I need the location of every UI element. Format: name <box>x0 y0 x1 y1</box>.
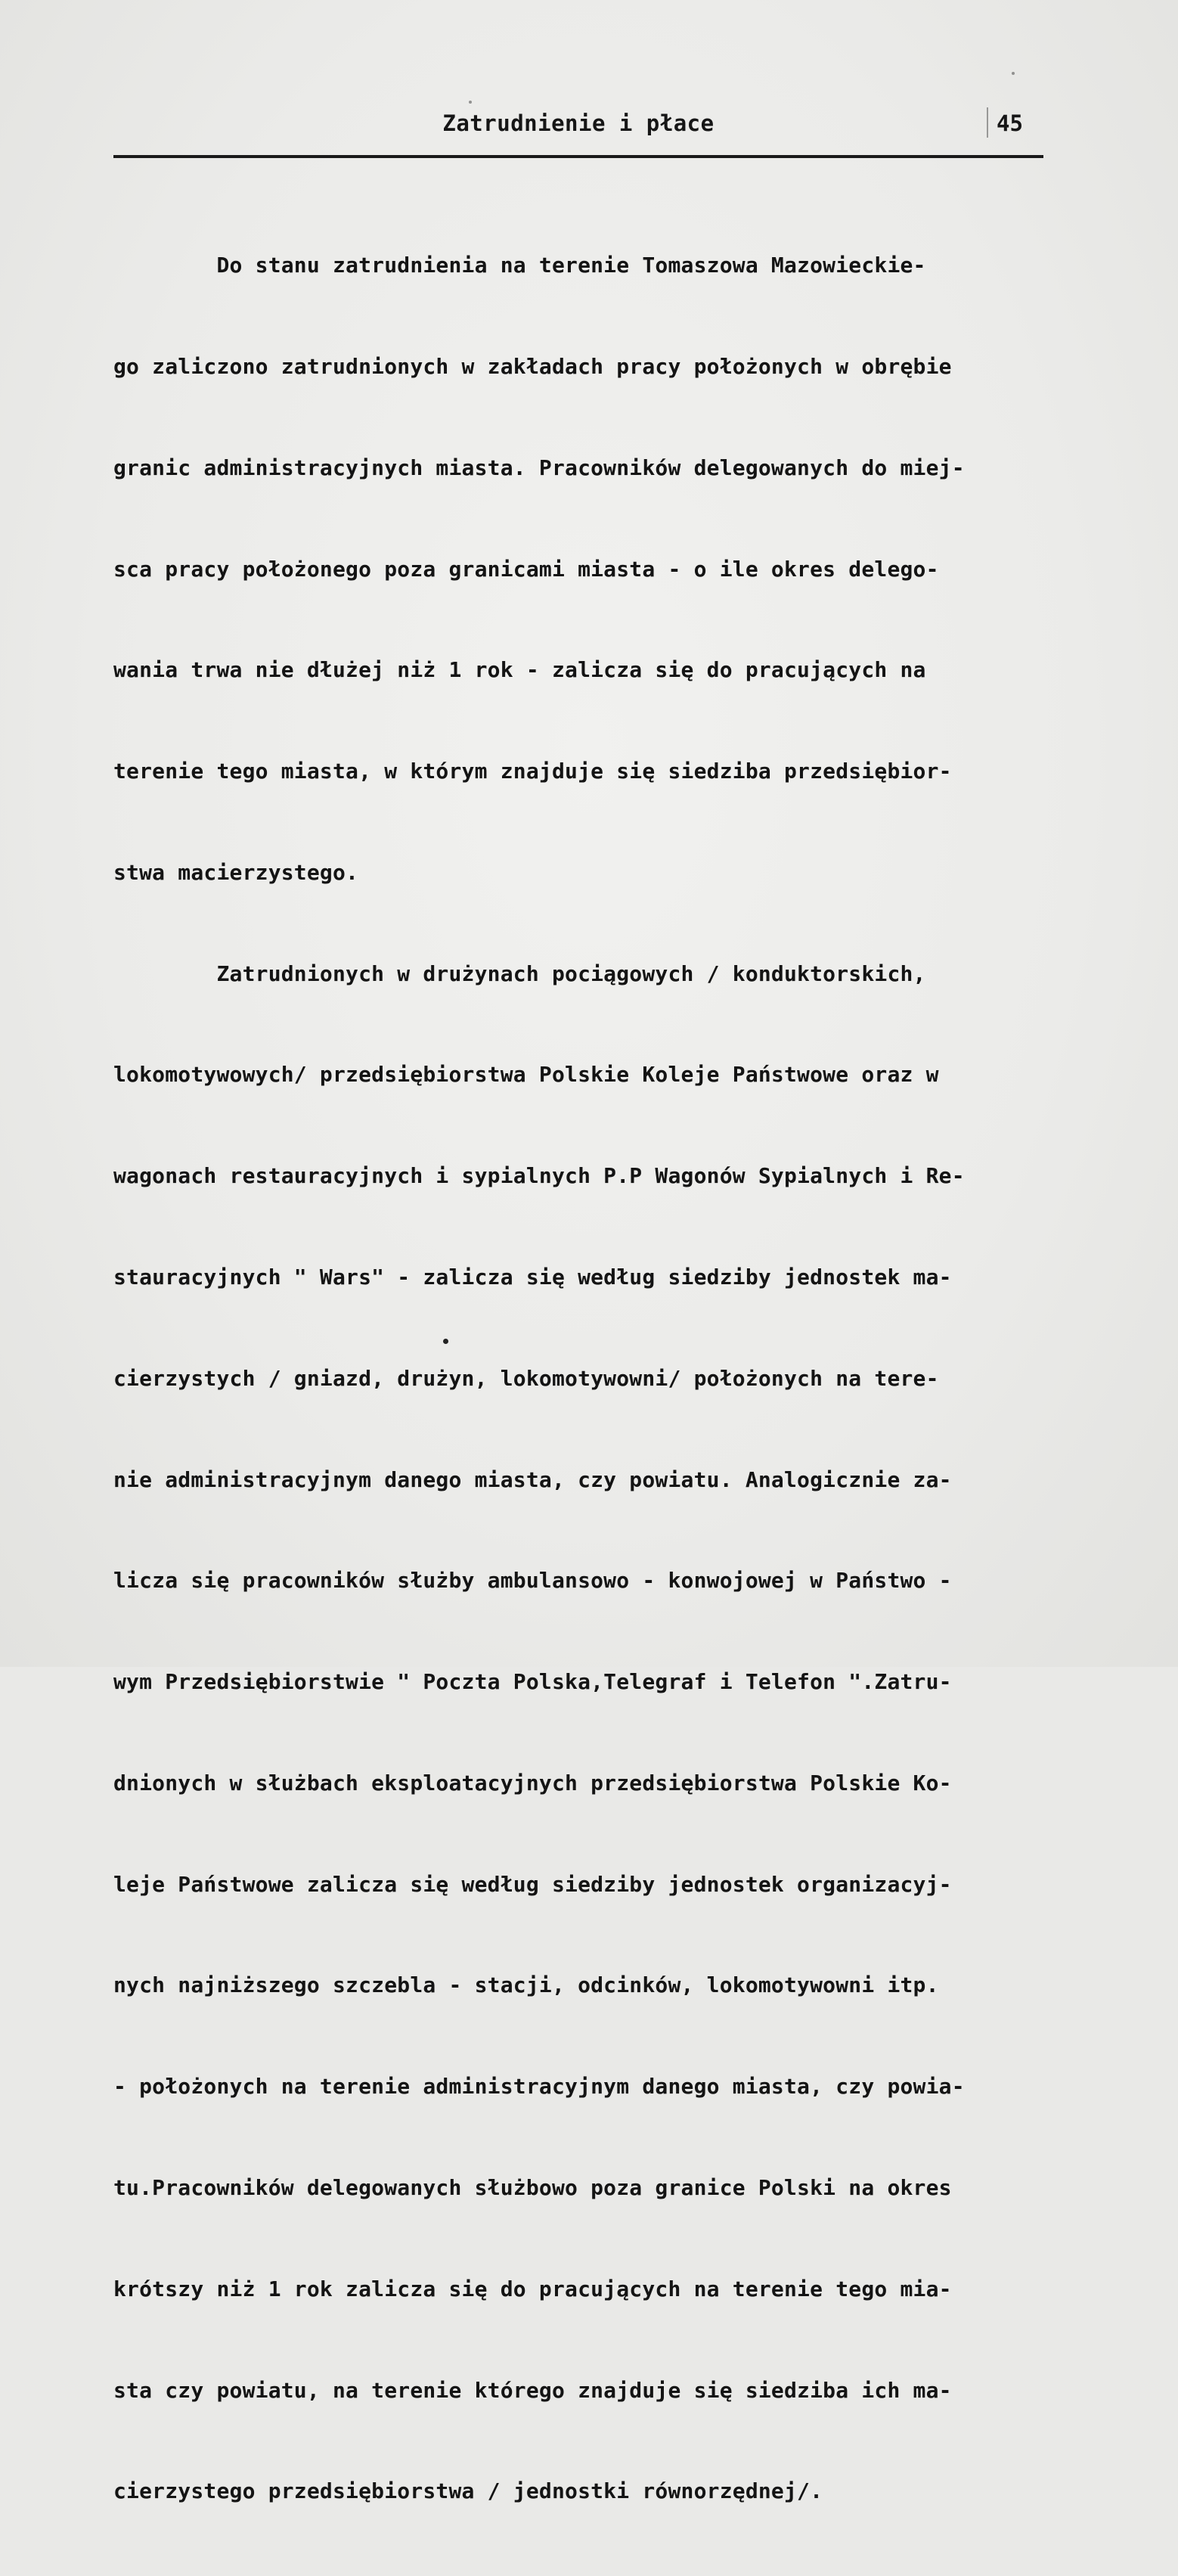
text-line: nych najniższego szczebla - stacji, odcinków, lokomotywowni itp. <box>113 1972 939 1998</box>
body-text <box>113 182 1051 2576</box>
text-line: wagonach restauracyjnych i sypialnych P.P Wagonów Sypialnych i Re- <box>113 1163 965 1189</box>
ink-speck <box>469 101 472 104</box>
text-line: go zaliczono zatrudnionych w zakładach pracy położonych w obrębie <box>113 353 952 379</box>
text-line: terenie tego miasta, w którym znajduje się siedziba przedsiębior- <box>113 759 952 784</box>
text-line: sca pracy położonego poza granicami miasta - o ile okres delego- <box>113 556 939 582</box>
text-line: nie administracyjnym danego miasta, czy powiatu. Analogicznie za- <box>113 1466 952 1492</box>
text-line: dnionych w służbach eksploatacyjnych przedsiębiorstwa Polskie Ko- <box>113 1770 952 1795</box>
page-header <box>113 107 1043 141</box>
text-line: sta czy powiatu, na terenie którego znajduje się siedziba ich ma- <box>113 2377 952 2403</box>
text-line: wania trwa nie dłużej niż 1 rok - zalicza się do pracujących na <box>113 657 926 683</box>
header-separator <box>987 107 988 138</box>
text-line: cierzystego przedsiębiorstwa / jednostki równorzędnej/. <box>113 2478 823 2504</box>
text-line: cierzystych / gniazd, drużyn, lokomotywowni/ położonych na tere- <box>113 1365 939 1391</box>
text-line: krótszy niż 1 rok zalicza się do pracujących na terenie tego mia- <box>113 2276 952 2301</box>
text-line: Zatrudnionych w drużynach pociągowych / konduktorskich, <box>113 961 926 986</box>
chapter-title: Zatrudnienie i płace <box>442 110 715 136</box>
ink-dot <box>443 1339 448 1344</box>
text-line: granic administracyjnych miasta. Pracowników delegowanych do miej- <box>113 455 965 480</box>
header-rule <box>113 155 1043 158</box>
text-line: lokomotywowych/ przedsiębiorstwa Polskie Koleje Państwowe oraz w <box>113 1062 939 1088</box>
text-line: stauracyjnych " Wars" - zalicza się według siedziby jednostek ma- <box>113 1265 952 1290</box>
text-line: tu.Pracowników delegowanych służbowo poza granice Polski na okres <box>113 2175 952 2201</box>
text-line: Do stanu zatrudnienia na terenie Tomaszowa Mazowieckie- <box>113 253 926 278</box>
page-number: 45 <box>997 110 1023 136</box>
text-line: leje Państwowe zalicza się według siedziby jednostek organizacyj- <box>113 1871 952 1897</box>
text-line: licza się pracowników służby ambulansowo - konwojowej w Państwo - <box>113 1568 952 1594</box>
text-line: stwa macierzystego. <box>113 859 359 885</box>
ink-speck <box>1012 72 1015 75</box>
text-line: - położonych na terenie administracyjnym danego miasta, czy powia- <box>113 2074 965 2100</box>
text-line: wym Przedsiębiorstwie " Poczta Polska,Telegraf i Telefon ".Zatru- <box>113 1669 952 1695</box>
